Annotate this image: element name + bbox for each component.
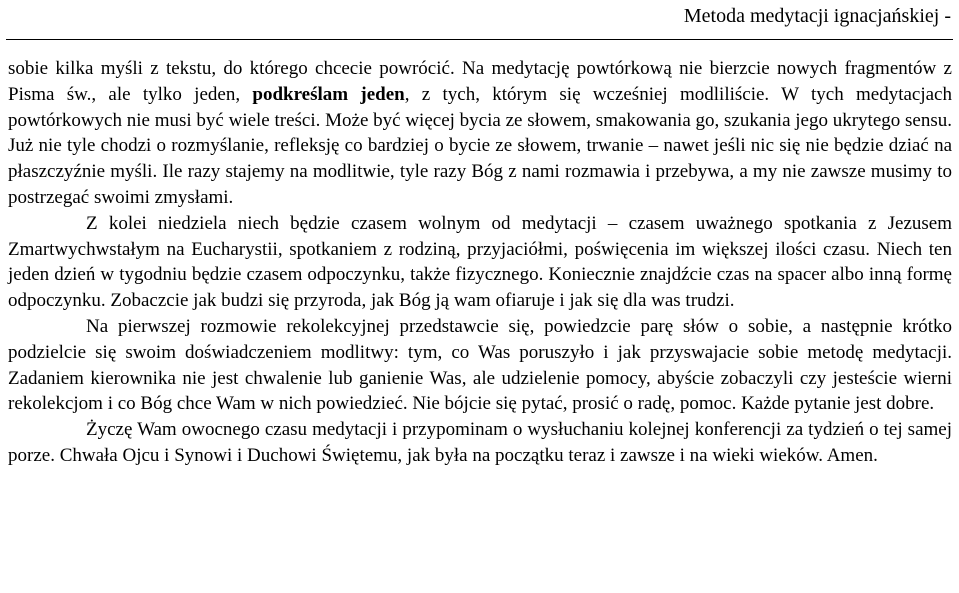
paragraph-2: Z kolei niedziela niech będzie czasem wolnym od medytacji – czasem uważnego spotkania z Jezusem Zmartwychwstałym na Eucharystii, spotkaniem z rodziną, przyjaciółmi, poświęcenia im większej ilości czasu. Niech ten jeden dzień w tygodniu będzie czasem odpoczynku, także fizycznego. Koniecznie znajdźcie czas na spacer albo inną formę odpoczynku. Zobaczcie jak budzi się przyroda, jak Bóg ją wam ofiaruje i jak się dla was trudzi. (8, 212, 952, 312)
paragraph-3: Na pierwszej rozmowie rekolekcyjnej przedstawcie się, powiedzcie parę słów o sobie, a następnie krótko podzielcie się swoim doświadczeniem modlitwy: tym, co Was poruszyło i jak przyswajacie sobie metodę medytacji. Zadaniem kierownika nie jest chwalenie lub ganienie Was, ale udzielenie pomocy, abyście zobaczyli czy jesteście wierni rekolekcjom i co Bóg chce Wam w nich powiedzieć. Nie bójcie się pytać, prosić o radę, pomoc. Każde pytanie jest dobre. (8, 315, 952, 415)
paragraph-1-text-b: , z tych, którym się wcześniej modliliście. W tych medytacjach powtórkowych nie musi być wiele treści. Może być więcej bycia ze słowem, smakowania go, szukania jego ukrytego sensu. Już nie tyle chodzi o rozmyślanie, refleksję co bardziej o bycie ze słowem, trwanie – nawet jeśli nic się nie będzie dziać na płaszczyźnie myśli. Ile razy stajemy na modlitwie, tyle razy Bóg z nami rozmawia i przebywa, a my nie zawsze musimy to postrzegać swoimi zmysłami. (8, 83, 952, 208)
paragraph-1 (8, 56, 952, 211)
document-body (8, 56, 952, 469)
running-header: Metoda medytacji ignacjańskiej - (683, 5, 951, 27)
paragraph-4: Życzę Wam owocnego czasu medytacji i przypominam o wysłuchaniu kolejnej konferencji za tydzień o tej samej porze. Chwała Ojcu i Synowi i Duchowi Świętemu, jak była na początku teraz i zawsze i na wieki wieków. Amen. (8, 419, 952, 466)
paragraph-1-text-a: sobie kilka myśli z tekstu, do którego chcecie powrócić. Na medytację powtórkową nie bierzcie nowych fragmentów z Pisma św., ale tylko jeden, (8, 58, 952, 105)
header-rule (6, 39, 953, 40)
emphasis-text: podkreślam jeden (252, 83, 405, 105)
